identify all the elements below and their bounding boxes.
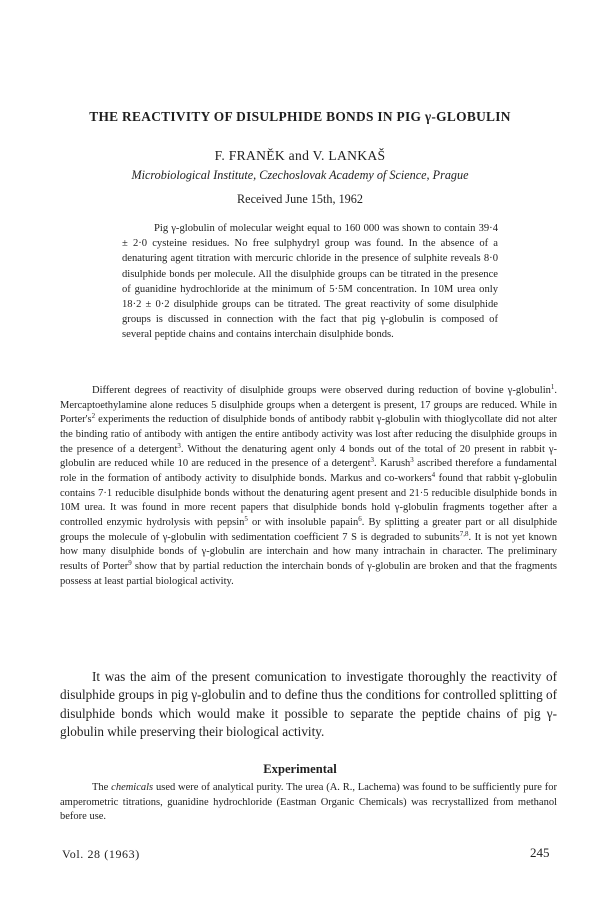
reference-marker: 6 bbox=[358, 514, 362, 523]
section-heading-experimental: Experimental bbox=[263, 762, 337, 776]
intro-text: experiments the reduction of disulphide bonds of antibody rabbit γ-globulin with thioglycollate did not alter the binding ratio of antibody with antigen the entire antibody activity was lost after reducing the disulphide groups in the presence of a detergent bbox=[60, 414, 557, 455]
intro-paragraph bbox=[60, 384, 557, 589]
reference-marker: 3 bbox=[410, 456, 414, 465]
abstract bbox=[122, 221, 498, 343]
aim-text: It was the aim of the present comunication to investigate thoroughly the reactivity of disulphide groups in pig γ-globulin and to define thus the conditions for controlled splitting of disulphide bonds which would make it possible to separate the peptide chains of pig γ-globulin while preserving their biological activity. bbox=[60, 669, 557, 739]
reference-marker: 5 bbox=[244, 514, 248, 523]
intro-text: found that rabbit γ-globulin contains 7·1 reducible disulphide bonds without the denaturing agent present and 21·5 reducible disulphide bonds in 10M urea. It was found in more recent papers that disulphide bonds hold γ-globulin fragments together after a controlled enzymic hydrolysis with pepsin bbox=[60, 472, 557, 528]
intro-text: . Without the denaturing agent only 4 bonds out of the total of 20 present in rabbit γ-globulin are reduced while 10 are reduced in the presence of a detergent bbox=[60, 443, 557, 470]
chemicals-term: chemicals bbox=[111, 782, 154, 793]
reference-marker: 9 bbox=[128, 558, 132, 567]
chemicals-text: used were of analytical purity. The urea (A. R., Lachema) was found to be sufficiently pure for amperometric titrations, guanidine hydrochloride (Eastman Organic Chemicals) was recrystallized from methanol before use. bbox=[60, 782, 557, 823]
article-title: THE REACTIVITY OF DISULPHIDE BONDS IN PIG γ-GLOBULIN bbox=[89, 109, 511, 124]
reference-marker: 4 bbox=[431, 470, 436, 479]
abstract-text: Pig γ-globulin of molecular weight equal to 160 000 was shown to contain 39·4 ± 2·0 cysteine residues. No free sulphydryl group was found. In the absence of a denaturing agent titration with mercuric chloride in the presence of sulphite reveals 8·0 disulphide bonds per molecule. All the disulphide groups can be titrated in the presence of guanidine hydrochloride at the minimum of 5·5M concentration. In 10M urea only 18·2 ± 0·2 disulphide groups can be titrated. The great reactivity of some disulphide groups is discussed in connection with the fact that pig γ-globulin is composed of several peptide chains and contains interchain disulphide bonds. bbox=[122, 223, 498, 341]
intro-text: . Mercaptoethylamine alone reduces 5 disulphide groups when a detergent is present, 17 groups are reduced. While in Porter's bbox=[60, 385, 557, 426]
intro-text: . By splitting a greater part or all disulphide groups the molecule of γ-globulin with sedimentation coefficient 7 S is degraded to subunits bbox=[60, 516, 557, 543]
reference-marker: 3 bbox=[370, 456, 375, 465]
reference-marker: 3 bbox=[177, 441, 181, 450]
received-date: Received June 15th, 1962 bbox=[237, 192, 363, 206]
chemicals-paragraph bbox=[60, 781, 557, 825]
intro-text: ascribed therefore a fundamental role in the formation of antibody activity to disulphide bonds. Markus and co-workers bbox=[60, 458, 558, 484]
chemicals-lead: The bbox=[92, 782, 112, 793]
affiliation: Microbiological Institute, Czechoslovak Academy of Science, Prague bbox=[131, 168, 469, 182]
intro-text: show that by partial reduction the interchain bonds of γ-globulin are broken and that the fragments possess at least partial biological activity. bbox=[60, 560, 558, 587]
page-number: 245 bbox=[530, 845, 550, 860]
intro-text: . Karush bbox=[374, 458, 411, 470]
reference-marker: 7,8 bbox=[459, 529, 469, 538]
author-line: F. FRANĚK and V. LANKAŠ bbox=[214, 148, 386, 163]
intro-text: Different degrees of reactivity of disulphide groups were observed during reduction of bovine γ-globulin bbox=[92, 385, 551, 396]
aim-paragraph bbox=[60, 668, 557, 741]
intro-text: . It is not yet known how many disulphide bonds of γ-globulin are interchain and how many intrachain in character. The preliminary results of Porter bbox=[60, 531, 557, 572]
reference-marker: 1 bbox=[550, 383, 555, 391]
intro-text: or with insoluble papain bbox=[247, 516, 359, 528]
journal-volume: Vol. 28 (1963) bbox=[62, 847, 140, 861]
reference-marker: 2 bbox=[91, 412, 96, 421]
